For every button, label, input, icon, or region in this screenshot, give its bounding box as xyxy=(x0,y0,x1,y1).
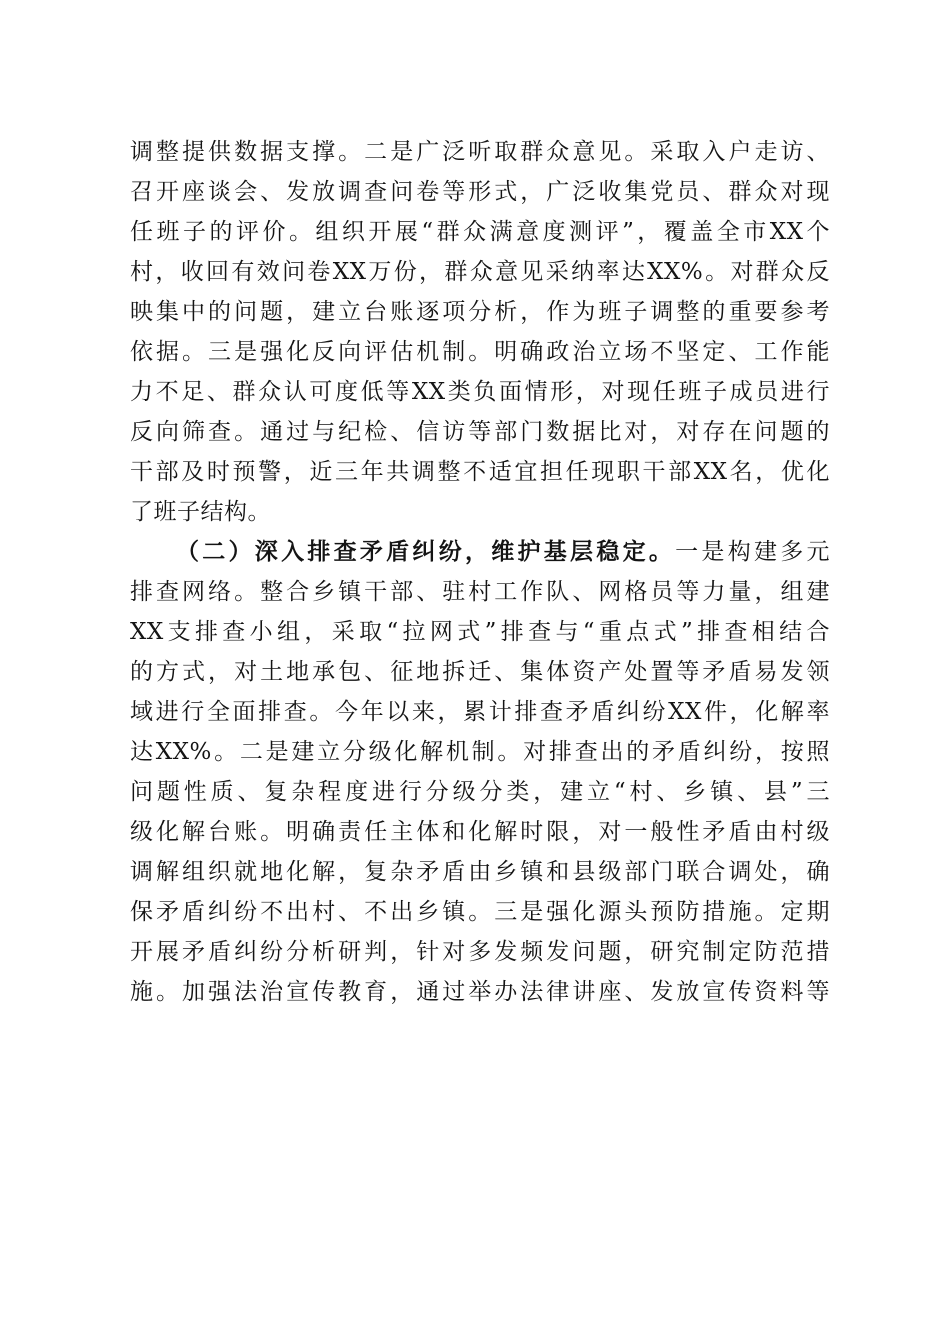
text-line: 映集中的问题，建立台账逐项分析，作为班子调整的重要参考 xyxy=(130,299,830,325)
text-line: 域进行全面排查。今年以来，累计排查矛盾纠纷XX件，化解率 xyxy=(130,699,830,725)
text-line: 任班子的评价。组织开展“群众满意度测评”，覆盖全市XX个 xyxy=(130,219,830,245)
text-line: 开展矛盾纠纷分析研判，针对多发频发问题，研究制定防范措 xyxy=(130,939,830,965)
text-line: 问题性质、复杂程度进行分级分类，建立“村、乡镇、县”三 xyxy=(130,779,830,805)
section-heading: （二）深入排查矛盾纠纷，维护基层稳定。 xyxy=(176,538,676,565)
text-line: 反向筛查。通过与纪检、信访等部门数据比对，对存在问题的 xyxy=(130,419,830,445)
text-line: XX支排查小组，采取“拉网式”排查与“重点式”排查相结合 xyxy=(130,619,830,645)
text-line: 的方式，对土地承包、征地拆迁、集体资产处置等矛盾易发领 xyxy=(130,659,830,685)
text-line: 达XX%。二是建立分级化解机制。对排查出的矛盾纠纷，按照 xyxy=(130,739,830,765)
text-line: 调解组织就地化解，复杂矛盾由乡镇和县级部门联合调处，确 xyxy=(130,859,830,885)
section-heading-continuation: 一是构建多元 xyxy=(675,539,831,565)
section-heading-line xyxy=(130,532,830,572)
text-line: 召开座谈会、发放调查问卷等形式，广泛收集党员、群众对现 xyxy=(130,179,830,205)
text-line: 保矛盾纠纷不出村、不出乡镇。三是强化源头预防措施。定期 xyxy=(130,899,830,925)
text-line: 力不足、群众认可度低等XX类负面情形，对现任班子成员进行 xyxy=(130,379,830,405)
text-line: 施。加强法治宣传教育，通过举办法律讲座、发放宣传资料等 xyxy=(130,979,830,1005)
body-text xyxy=(130,132,830,1012)
text-line: 村，收回有效问卷XX万份，群众意见采纳率达XX%。对群众反 xyxy=(130,259,830,285)
text-line: 排查网络。整合乡镇干部、驻村工作队、网格员等力量，组建 xyxy=(130,579,830,605)
text-line: 调整提供数据支撑。二是广泛听取群众意见。采取入户走访、 xyxy=(130,139,830,165)
text-line: 了班子结构。 xyxy=(130,499,271,525)
text-line: 级化解台账。明确责任主体和化解时限，对一般性矛盾由村级 xyxy=(130,819,830,845)
text-line: 依据。三是强化反向评估机制。明确政治立场不坚定、工作能 xyxy=(130,339,830,365)
text-line: 干部及时预警，近三年共调整不适宜担任现职干部XX名，优化 xyxy=(130,459,830,485)
